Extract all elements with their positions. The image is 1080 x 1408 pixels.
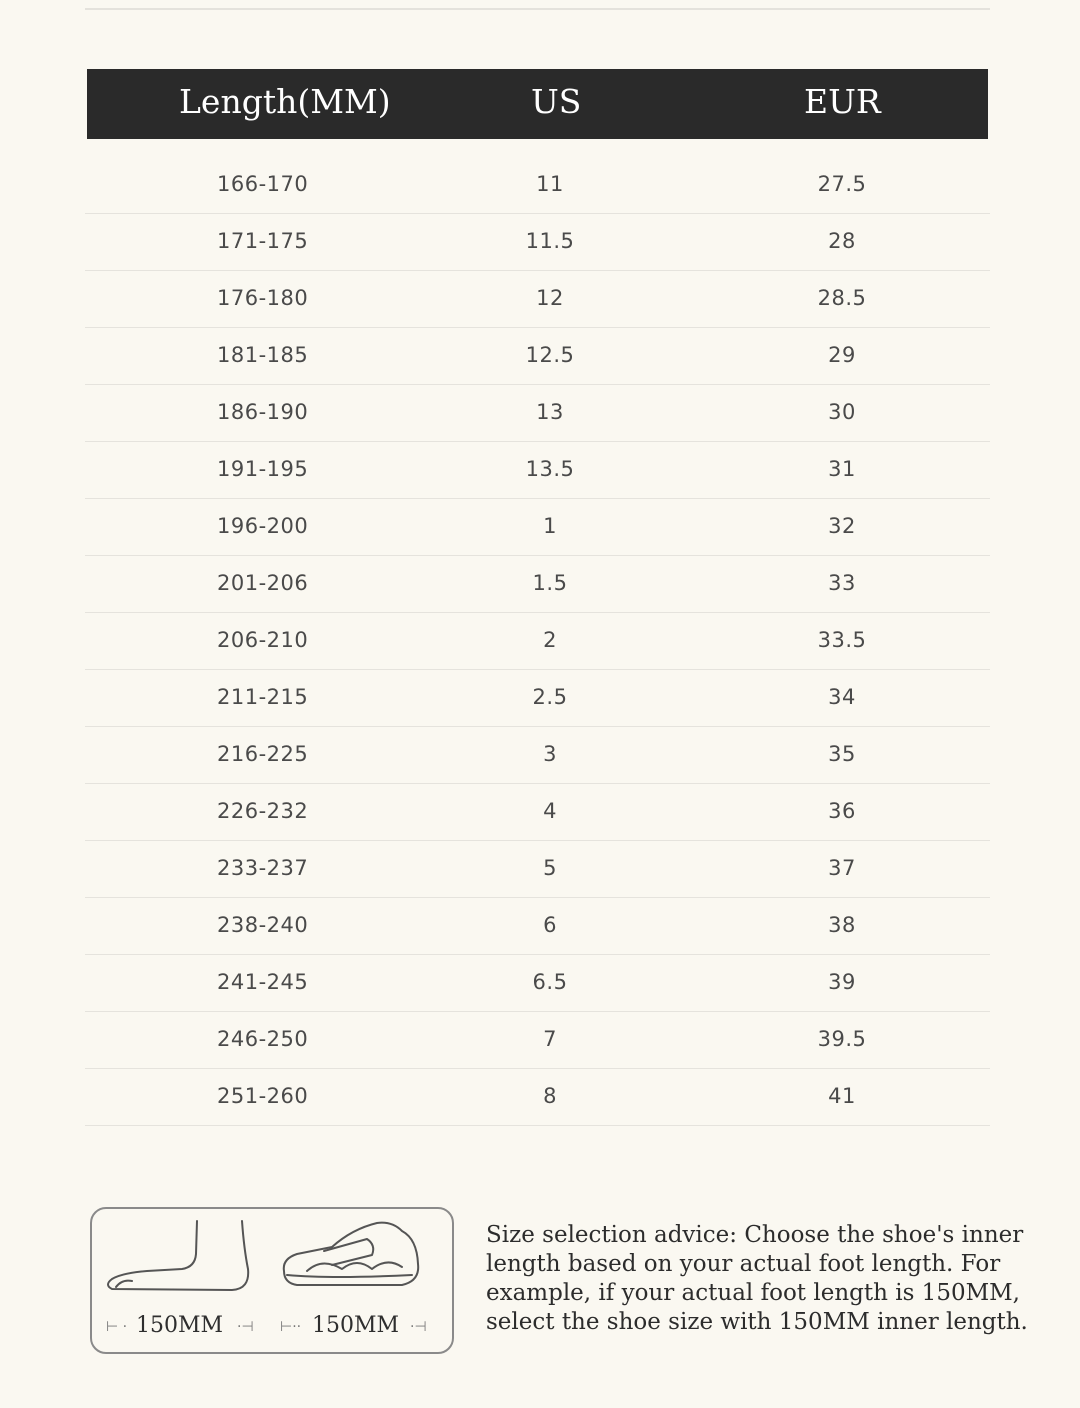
cell-eur-value: 29 bbox=[828, 343, 856, 367]
cell-length: 166-170 bbox=[217, 172, 309, 196]
table-row bbox=[85, 385, 990, 442]
cell-eur-value: 27.5 bbox=[817, 172, 867, 196]
tick-right-2: ·⊣ bbox=[410, 1319, 427, 1335]
top-divider bbox=[85, 8, 990, 10]
cell-length: 233-237 bbox=[217, 856, 309, 880]
table-row bbox=[85, 1012, 990, 1069]
cell-eur-value: 36 bbox=[828, 799, 856, 823]
cell-eur-value: 39.5 bbox=[817, 1027, 867, 1051]
cell-us-value: 3 bbox=[543, 742, 557, 766]
table-row bbox=[85, 271, 990, 328]
cell-eur-value: 38 bbox=[828, 913, 856, 937]
cell-eur-value: 34 bbox=[828, 685, 856, 709]
table-row bbox=[85, 727, 990, 784]
illustration-svg bbox=[92, 1209, 452, 1309]
cell-us-value: 1.5 bbox=[532, 571, 568, 595]
header-length: Length(MM) bbox=[179, 82, 391, 121]
measurement-illustration bbox=[90, 1207, 454, 1354]
cell-eur-value: 28.5 bbox=[817, 286, 867, 310]
cell-length: 216-225 bbox=[217, 742, 309, 766]
cell-length: 176-180 bbox=[217, 286, 309, 310]
cell-eur-value: 28 bbox=[828, 229, 856, 253]
cell-length: 171-175 bbox=[217, 229, 309, 253]
table-row bbox=[85, 955, 990, 1012]
cell-us-value: 1 bbox=[543, 514, 557, 538]
cell-us-value: 7 bbox=[543, 1027, 557, 1051]
cell-eur-value: 33 bbox=[828, 571, 856, 595]
size-table-body bbox=[85, 157, 990, 1126]
foot-outline-icon bbox=[108, 1221, 248, 1290]
shoe-length-label: 150MM bbox=[312, 1313, 400, 1338]
cell-eur-value: 35 bbox=[828, 742, 856, 766]
table-row bbox=[85, 784, 990, 841]
header-eur: EUR bbox=[804, 82, 881, 121]
table-row bbox=[85, 499, 990, 556]
cell-length: 186-190 bbox=[217, 400, 309, 424]
cell-eur-value: 31 bbox=[828, 457, 856, 481]
cell-eur-value: 30 bbox=[828, 400, 856, 424]
cell-eur-value: 37 bbox=[828, 856, 856, 880]
size-table-header bbox=[87, 69, 988, 139]
tick-left-1: ⊢ · bbox=[106, 1319, 128, 1335]
cell-us-value: 6 bbox=[543, 913, 557, 937]
cell-us-value: 11.5 bbox=[525, 229, 575, 253]
table-row bbox=[85, 214, 990, 271]
cell-length: 206-210 bbox=[217, 628, 309, 652]
cell-us-value: 2.5 bbox=[532, 685, 568, 709]
tick-right-1: ·⊣ bbox=[237, 1319, 254, 1335]
cell-length: 181-185 bbox=[217, 343, 309, 367]
cell-length: 226-232 bbox=[217, 799, 309, 823]
cell-us-value: 2 bbox=[543, 628, 557, 652]
header-us: US bbox=[531, 82, 582, 121]
size-advice-text: Size selection advice: Choose the shoe's inner length based on your actual foot length. For example, if your actual foot length is 150MM, select the shoe size with 150MM inner length. bbox=[486, 1222, 1028, 1335]
cell-us-value: 13.5 bbox=[525, 457, 575, 481]
cell-us-value: 6.5 bbox=[532, 970, 568, 994]
table-row bbox=[85, 1069, 990, 1126]
cell-eur-value: 41 bbox=[828, 1084, 856, 1108]
cell-length: 241-245 bbox=[217, 970, 309, 994]
table-row bbox=[85, 157, 990, 214]
table-row bbox=[85, 328, 990, 385]
table-row bbox=[85, 442, 990, 499]
foot-length-label: 150MM bbox=[136, 1313, 224, 1338]
cell-length: 246-250 bbox=[217, 1027, 309, 1051]
cell-eur-value: 33.5 bbox=[817, 628, 867, 652]
cell-length: 238-240 bbox=[217, 913, 309, 937]
cell-length: 211-215 bbox=[217, 685, 309, 709]
cell-eur-value: 39 bbox=[828, 970, 856, 994]
cell-length: 201-206 bbox=[217, 571, 309, 595]
table-row bbox=[85, 613, 990, 670]
shoe-outline-icon bbox=[284, 1223, 418, 1285]
table-row bbox=[85, 556, 990, 613]
tick-left-2: ⊢·· bbox=[280, 1319, 302, 1335]
cell-us-value: 12.5 bbox=[525, 343, 575, 367]
cell-length: 251-260 bbox=[217, 1084, 309, 1108]
cell-us-value: 5 bbox=[543, 856, 557, 880]
cell-us-value: 12 bbox=[536, 286, 564, 310]
cell-length: 191-195 bbox=[217, 457, 309, 481]
table-row bbox=[85, 898, 990, 955]
table-row bbox=[85, 841, 990, 898]
cell-us-value: 13 bbox=[536, 400, 564, 424]
cell-us-value: 4 bbox=[543, 799, 557, 823]
cell-us-value: 11 bbox=[536, 172, 564, 196]
table-row bbox=[85, 670, 990, 727]
cell-us-value: 8 bbox=[543, 1084, 557, 1108]
cell-eur-value: 32 bbox=[828, 514, 856, 538]
cell-length: 196-200 bbox=[217, 514, 309, 538]
